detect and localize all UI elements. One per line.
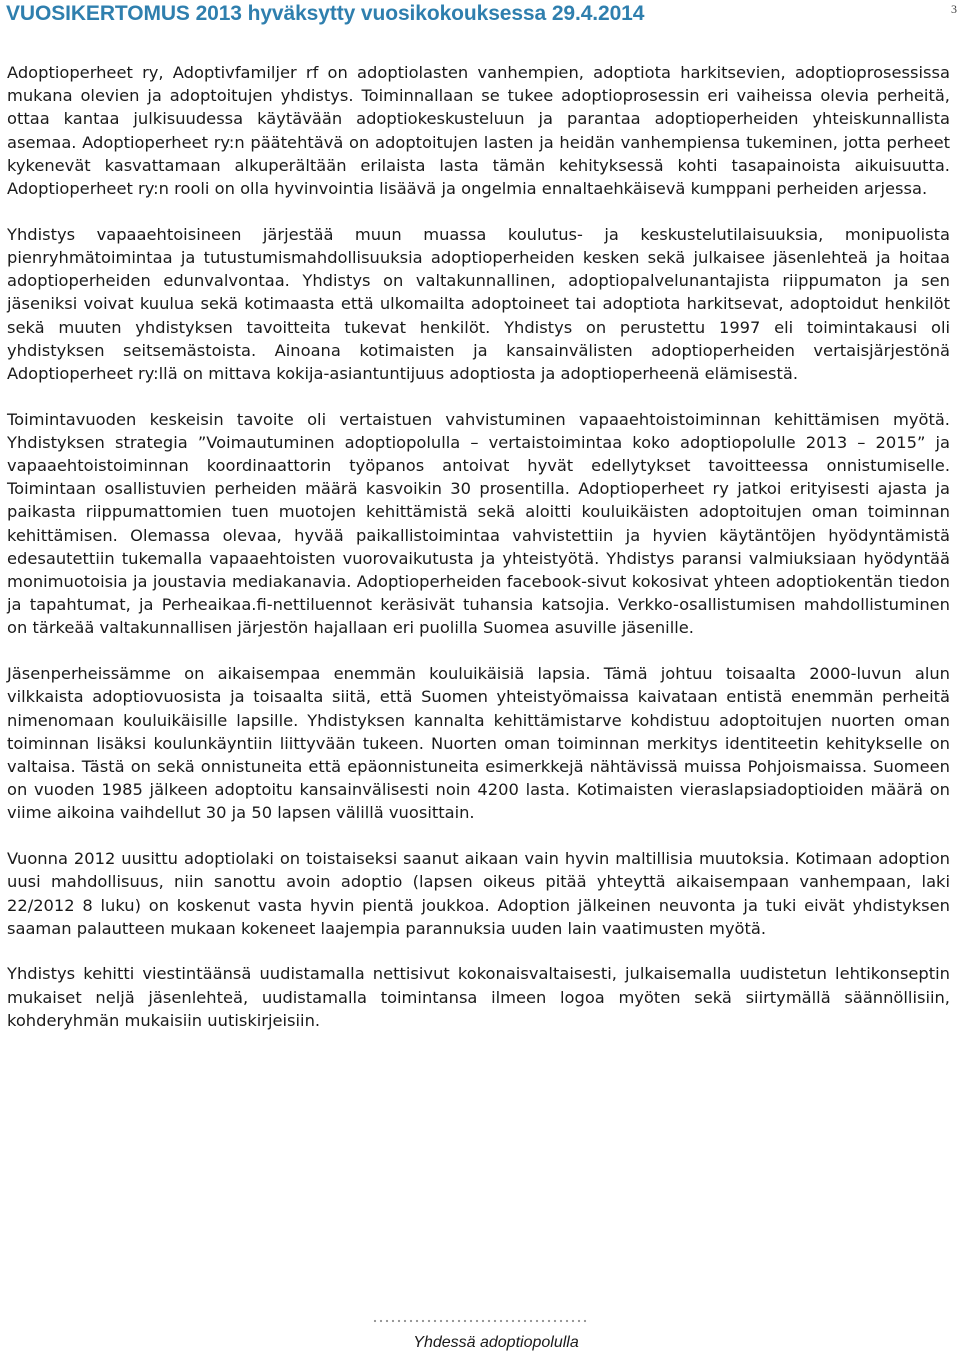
document-body xyxy=(7,61,950,1055)
paragraph-adoption-law: Vuonna 2012 uusittu adoptiolaki on toistaiseksi saanut aikaan vain hyvin maltillisia muutoksia. Kotimaan adoption uusi mahdollisuus, niin sanottu avoin adoptio (lapsen oikeus pitää yhteyttä aikaisempaan vanhempaan, laki 22/2012 8 luku) on koskenut vasta hyvin pientä joukkoa. Adoption jälkeinen neuvonta ja tuki eivät yhdistyksen saaman palautteen mukaan kokeneet laajempia parannuksia uuden lain vaatimusten myötä. xyxy=(7,849,950,938)
paragraph-activities: Yhdistys vapaaehtoisineen järjestää muun muassa koulutus- ja keskustelutilaisuuksia, monipuolista pienryhmätoimintaa ja tutustumismahdollisuuksia adoptioperheiden kesken sekä julkaisee jäsenlehteä ja hoitaa adoptioperheiden edunvalvontaa. Yhdistys on valtakunnallinen, adoptiopalvelunantajista riippumaton ja sen jäseniksi voivat kuulua sekä kotimaasta että ulkomailta adoptoineet tai adoptiota harkitsevat, adoptoidut henkilöt sekä muuten yhdistyksen tavoitteita tukevat henkilöt. Yhdistys on perustettu 1997 eli toimintakausi oli yhdistyksen seitsemästoista. Ainoana kotimaisten ja kansainvälisten adoptioperheiden vertaisjärjestönä Adoptioperheet ry:llä on mittava kokija-asiantuntijuus adoptiosta ja adoptioperheenä elämisestä. xyxy=(7,224,950,383)
page-number: 3 xyxy=(951,2,957,16)
paragraph-intro: Adoptioperheet ry, Adoptivfamiljer rf on adoptiolasten vanhempien, adoptiota harkitsevien, adoptioprosessissa mukana olevien ja adoptoitujen yhdistys. Toiminnallaan se tukee adoptioprosessin eri vaiheissa olevia perheitä, ottaa kantaa julkisuudessa käytävään adoptiokeskusteluun ja parantaa adoptioperheiden yhteiskunnallista asemaa. Adoptioperheet ry:n päätehtävä on adoptoitujen lasten ja heidän vanhempiensa tukeminen, jotta perheet kykenevät kasvattamaan alkuperältään erilaista lasta tämän kehityksessä kohti tasapainoista aikuisuutta. Adoptioperheet ry:n rooli on olla hyvinvointia lisäävä ja ongelmia ennaltaehkäisevä kumppani perheiden arjessa. xyxy=(7,63,950,199)
footer-dotted-divider xyxy=(372,1319,590,1323)
page-title: VUOSIKERTOMUS 2013 hyväksytty vuosikokouksessa 29.4.2014 xyxy=(6,2,645,25)
paragraph-communication: Yhdistys kehitti viestintäänsä uudistamalla nettisivut kokonaisvaltaisesti, julkaisemalla uudistetun lehtikonseptin mukaiset neljä jäsenlehteä, uudistamalla toimintansa ilmeen logoa myöten sekä siirtymällä säännöllisiin, kohderyhmän mukaisiin uutiskirjeisiin. xyxy=(7,964,950,1030)
footer-slogan: Yhdessä adoptiopolulla xyxy=(413,1334,579,1351)
paragraph-school-age: Jäsenperheissämme on aikaisempaa enemmän kouluikäisiä lapsia. Tämä johtuu toisaalta 2000-luvun alun vilkkaista adoptiovuosista ja toisaalta siitä, että Suomen yhteistyömaissa kaivataan entistä enemmän perheitä nimenomaan kouluikäisille lapsille. Yhdistyksen kannalta kehittämistarve kohdistuu adoptoitujen nuorten oman toiminnan lisäksi koulunkäyntiin liittyvään tukeen. Nuorten oman toiminnan merkitys identiteetin kehitykselle on valtaisa. Tästä on sekä onnistuneita että epäonnistuneita esimerkkejä nähtävissä muissa Pohjoismaissa. Suomeen on vuoden 1985 jälkeen adoptoitu kansainvälisesti noin 4200 lasta. Kotimaisten vieraslapsiadoptioiden määrä on viime aikoina vaihdellut 30 ja 50 lapsen välillä vuosittain. xyxy=(7,664,950,823)
paragraph-goals: Toimintavuoden keskeisin tavoite oli vertaistuen vahvistuminen vapaaehtoistoiminnan kehittämisen myötä. Yhdistyksen strategia ”Voimautuminen adoptiopolulla – vertaistoimintaa koko adoptiopolulle 2013 – 2015” ja vapaaehtoistoiminnan koordinaattorin työpanos antoivat hyvät edellytykset tavoitteessa onnistumiselle. Toimintaan osallistuvien perheiden määrä kasvoikin 30 prosentilla. Adoptioperheet ry jatkoi erityisesti ajasta ja paikasta riippumattomien tuen muotojen kehittämistä sekä aloitti kouluikäisten adoptoitujen oman toiminnan kehittämisen. Olemassa olevaa, hyvää paikallistoimintaa vahvistettiin ja hyvien käytäntöjen hyödyntämistä edesautettiin tukemalla vapaaehtoisten vuorovaikutusta ja yhteistyötä. Yhdistys paransi valmiuksiaan hyödyntää monimuotoisia ja joustavia mediakanavia. Adoptioperheiden facebook-sivut kokosivat yhteen adoptiokentän tiedon ja tapahtumat, ja Perheaikaa.fi-nettiluennot keräsivät tuhansia katsojia. Verkko-osallistumisen mahdollistuminen on tärkeää valtakunnallisen järjestön hajallaan eri puolilla Suomea asuville jäsenille. xyxy=(7,409,950,638)
